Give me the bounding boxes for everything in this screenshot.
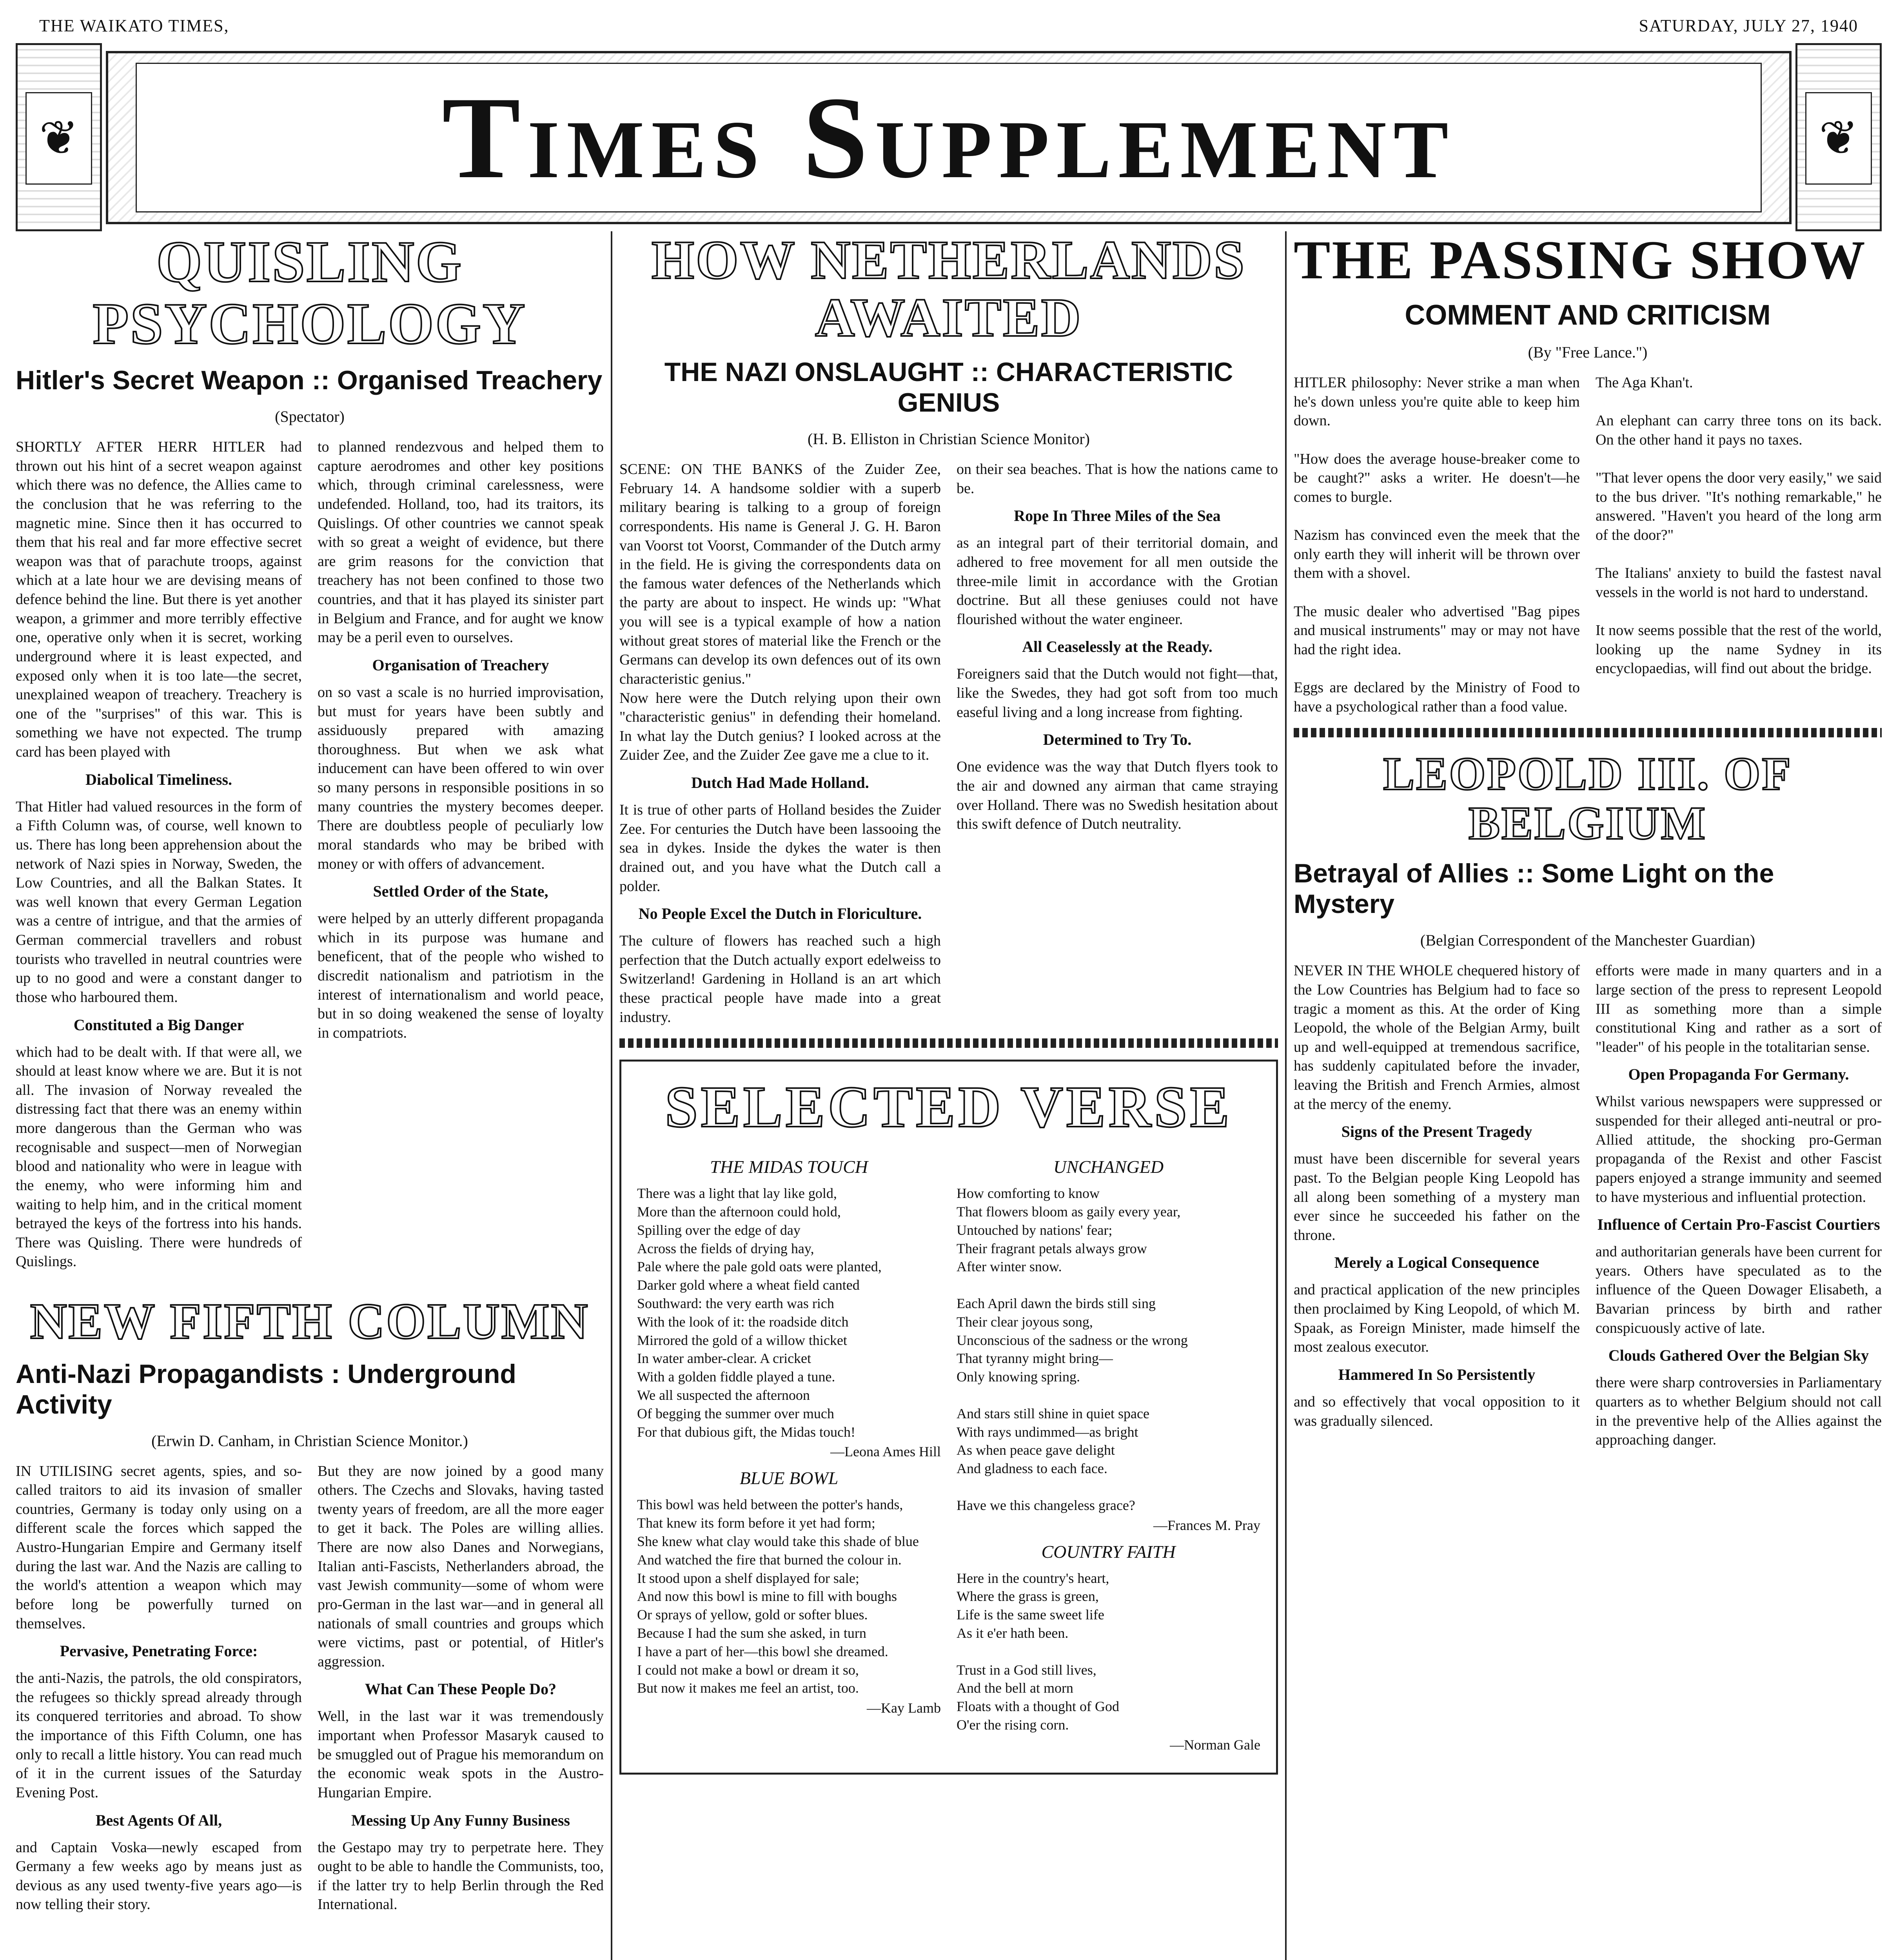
poem-text: There was a light that lay like gold, More than the afternoon could hold, Spilling over the edge of day Across the fields of drying hay, Pale where the pale gold oats were planted, Darker gold where a wheat field canted Southward: the very earth was rich With the look of it: the roadside ditch Mirrored the gold of a willow thicket In water amber-clear. A cricket With a golden fiddle played a tune. We all suspected the afternoon Of begging the summer over much For that dubious gift, the Midas touch!	[637, 1185, 882, 1440]
scroll-ornament-left	[16, 43, 102, 231]
masthead-inner	[136, 63, 1762, 212]
section-heading: Diabolical Timeliness.	[85, 770, 232, 788]
column-divider	[611, 231, 612, 1960]
netherlands-headline: HOW NETHERLANDS AWAITED	[651, 231, 1246, 348]
article-text: and Captain Voska—newly escaped from Germany a few weeks ago by means just as devious as any used twenty-five years ago—is now telling their story.	[16, 1839, 302, 1913]
article-text: on so vast a scale is no hurried improvisation, but must for years have been subtly and assiduously prepared with amazing thoroughness. But when we ask what inducement can have been offered to win over so many persons in responsible positions in so many countries the mystery becomes deeper. There are doubtless people of peculiarly low moral standards who may be bribed with money or with offers of advancement.	[318, 684, 604, 872]
quisling-credit: (Spectator)	[275, 408, 345, 425]
article-text: One evidence was the way that Dutch flyers took to the air and downed any airman that came straying over Holland. There was no Swedish hesitation about this swift defence of Dutch neutrality.	[957, 759, 1278, 833]
poem-title: COUNTRY FAITH	[1041, 1541, 1176, 1562]
article-text: the Gestapo may try to perpetrate here. They ought to be able to handle the Communists, too, if the latter try to help Berlin through the Red International.	[318, 1839, 604, 1913]
article-text: and authoritarian generals have been current for years. Others have speculated as to the influence of the Queen Dowager Elisabeth, a Bavarian princess by birth and rather conspicuously active of late.	[1596, 1243, 1882, 1336]
section-heading: Dutch Had Made Holland.	[691, 774, 869, 791]
leopold-subhead: Betrayal of Allies :: Some Light on the Mystery	[1294, 858, 1774, 919]
poem-text: How comforting to know That flowers bloom as gaily every year, Untouched by nations' fear; Their fragrant petals always grow After winter snow. Each April dawn the birds still sing Their clear joyous song, Unconscious of the sadness or the wrong That tyranny might bring— Only knowing spring. And stars still shine in quiet space With rays undimmed—as bright As when peace gave delight And gladness to each face. Have we this changeless grace?	[957, 1185, 1188, 1513]
poem-text: This bowl was held between the potter's hands, That knew its form before it yet had form; She knew what clay would take this shade of blue And watched the fire that burned the colour in. It stood upon a shelf displayed for sale; And now this bowl is mine to fill with boughs Or sprays of yellow, gold or softer blues. Because I had the sum she asked, in turn I have a part of her—this bowl she dreamed. I could not make a bowl or dream it so, But now it makes me feel an artist, too.	[637, 1497, 919, 1696]
masthead-title: Times Supplement	[442, 73, 1456, 203]
scroll-icon: ❦	[25, 92, 92, 185]
fifth-column-headline: NEW FIFTH COLUMN	[30, 1293, 590, 1350]
section-heading: Determined to Try To.	[1043, 731, 1192, 749]
scroll-ornament-right	[1795, 43, 1882, 231]
section-heading: Hammered In So Persistently	[1338, 1365, 1536, 1383]
article-text: there were sharp controversies in Parliamentary quarters as to whether Belgium should not call in the preventive help of the Allies against the approaching danger.	[1596, 1374, 1882, 1448]
section-heading: Rope In Three Miles of the Sea	[1014, 507, 1221, 525]
poem-author: —Frances M. Pray	[1153, 1517, 1260, 1533]
netherlands-credit: (H. B. Elliston in Christian Science Monitor)	[808, 430, 1090, 448]
section-heading: Open Propaganda For Germany.	[1628, 1065, 1849, 1083]
article-text: SCENE: ON THE BANKS of the Zuider Zee, February 14. A handsome soldier with a superb military bearing is talking to a group of foreign correspondents. His name is General J. G. H. Baron van Voorst tot Voorst, Commander of the Dutch army in the field. He is giving the correspondents data on the famous water defences of the Netherlands which the party are about to inspect. He winds up: "What you will see is a typical example of how a nation without great stores of material like the French or the Germans can develop its own defences out of its own characteristic genius."	[619, 461, 941, 687]
article-text: must have been discernible for several years past. To the Belgian people King Leopold has all along been something of a mystery man ever since he succeeded his father on the throne.	[1294, 1151, 1580, 1243]
passing-show-headline: THE PASSING SHOW	[1294, 231, 1867, 290]
section-heading: Organisation of Treachery	[372, 656, 549, 674]
article-text: on their sea beaches. That is how the nations came to be.	[957, 461, 1278, 497]
section-heading: Messing Up Any Funny Business	[351, 1811, 570, 1829]
article-text: to planned rendezvous and helped them to capture aerodromes and other key positions which, through criminal carelessness, were undefended. Holland, too, had its traitors, its Quislings. Of other countries we cannot speak with so great a weight of evidence, but there are grim reasons for the conviction that treachery has not been confined to those two countries, and that it has played its sinister part in Belgium and France, and for aught we know may be a peril even to ourselves.	[318, 439, 604, 646]
fifth-column-subhead: Anti-Nazi Propagandists : Underground Activity	[16, 1359, 516, 1419]
netherlands-subhead: THE NAZI ONSLAUGHT :: CHARACTERISTIC GENIUS	[664, 357, 1233, 417]
article-text: SHORTLY AFTER HERR HITLER had thrown out his hint of a secret weapon against which there was no defence, the Allies came to the conclusion that he was referring to the magnetic mine. Since then it has occurred to them that his real and far more effective secret weapon was that of parachute troops, against which at a late hour we are devising means of defence behind the line. But there is yet another weapon, a grimmer and more terribly effective one, operative only when it is secret, working underground where it is least expected, and exposed only when it is too late—the secret, unexplained weapon of treachery. Treachery is one of the "surprises" of this war. This is something we have not expected. The trump card has been played with	[16, 439, 302, 760]
ornamental-divider	[1294, 728, 1882, 737]
fifth-column-credit: (Erwin D. Canham, in Christian Science Monitor.)	[151, 1432, 468, 1450]
section-heading: Clouds Gathered Over the Belgian Sky	[1608, 1347, 1869, 1365]
leopold-body	[1294, 961, 1882, 1450]
poem-title: BLUE BOWL	[739, 1468, 839, 1488]
left-column	[16, 231, 604, 1960]
passing-show-credit: (By "Free Lance.")	[1528, 343, 1648, 361]
poem-text: Here in the country's heart, Where the grass is green, Life is the same sweet life As it e'er hath been. Trust in a God still lives, And the bell at morn Floats with a thought of God O'er the rising corn.	[957, 1570, 1119, 1733]
article-text: were helped by an utterly different propaganda which in its purpose was humane and beneficent, that of the people who wished to discredit nationalism and patriotism in the interest of internationalism and world peace, but in so doing weakened the sense of loyalty in compatriots.	[318, 910, 604, 1041]
leopold-credit: (Belgian Correspondent of the Manchester Guardian)	[1420, 931, 1755, 949]
section-heading: Best Agents Of All,	[95, 1811, 222, 1829]
article-text: The Aga Khan't. An elephant can carry three tons on its back. On the other hand it pays no taxes. "That lever opens the door very easily," we said to the bus driver. "It's nothing remarkable," he answered. "Haven't you heard of the long arm of the door?" The Italians' anxiety to build the fastest naval vessels in the world is not hard to understand. It now seems possible that the rest of the world, looking up the name Sydney in its encyclopaedias, will find out about the bridge.	[1596, 374, 1882, 677]
right-column	[1294, 231, 1882, 1960]
paper-name: THE WAIKATO TIMES,	[39, 16, 229, 35]
section-heading: All Ceaselessly at the Ready.	[1022, 638, 1213, 656]
masthead	[106, 51, 1792, 224]
article-text: The culture of flowers has reached such a high perfection that the Dutch actually export edelweiss to Switzerland! Gardening in Holland is an art which these practical people have made into a great industry.	[619, 933, 941, 1025]
article-text: which had to be dealt with. If that were all, we should at least know where we are. But it is not all. The invasion of Norway revealed the distressing fact that there was an enemy within more dangerous than the German who was recognisable and suspect—men of Norwegian blood and nationality who were in league with the enemy, who were informing him and waiting to help him, and in the critical moment betrayed the keys of the fortress into his hands. There was Quisling. There were hundreds of Quislings.	[16, 1044, 302, 1270]
netherlands-body	[619, 460, 1278, 1027]
section-heading: Constituted a Big Danger	[73, 1016, 244, 1034]
poem-author: —Norman Gale	[1170, 1737, 1260, 1753]
section-heading: Pervasive, Penetrating Force:	[60, 1642, 258, 1660]
quisling-subhead: Hitler's Secret Weapon :: Organised Treachery	[16, 365, 603, 395]
poem-author: —Leona Ames Hill	[830, 1444, 941, 1460]
section-heading: No People Excel the Dutch in Floriculture.	[638, 905, 922, 923]
article-text: NEVER IN THE WHOLE chequered history of the Low Countries has Belgium had to face so tragic a moment as this. At the order of King Leopold, the whole of the Belgian Army, built up and well-equipped at tremendous sacrifice, has suddenly capitulated before the invader, leaving the British and French Armies, almost at the mercy of the enemy.	[1294, 962, 1580, 1112]
section-heading: Signs of the Present Tragedy	[1341, 1123, 1532, 1141]
verse-title: SELECTED VERSE	[665, 1074, 1233, 1140]
article-text: IN UTILISING secret agents, spies, and so-called traitors to aid its invasion of smaller countries, Germany is today only using on a different scale the forces which sapped the Austro-Hungarian Empire and Germany itself during the last war. And the Nazis are calling to the world's attention a weapon which may before long be powerfully turned on themselves.	[16, 1463, 302, 1632]
poem-title: THE MIDAS TOUCH	[710, 1157, 868, 1177]
article-text: and practical application of the new principles then proclaimed by King Leopold, of which M. Spaak, as Foreign Minister, made himself the most zealous executor.	[1294, 1281, 1580, 1356]
column-divider	[1285, 231, 1287, 1960]
article-text: But they are now joined by a good many others. The Czechs and Slovaks, having tasted twenty years of freedom, are all the more eager to get it back. The Poles are willing allies. There are now also Danes and Norwegians, Italian anti-Fascists, Netherlanders abroad, the vast Jewish community—some of whom were pro-German in the last war—and in general all nationals of small countries and groups which were victims, past or potential, of Hitler's aggression.	[318, 1463, 604, 1670]
ornamental-divider	[619, 1038, 1278, 1048]
section-heading: Influence of Certain Pro-Fascist Courtiers	[1597, 1216, 1880, 1234]
article-text: Whilst various newspapers were suppressed or suspended for their alleged anti-neutral or pro-Allied attitude, the shocking pro-German propaganda of the Rexist and other Fascist papers enjoyed a strange immunity and seemed to have mysterious and influential protection.	[1596, 1093, 1882, 1205]
poem-author: —Kay Lamb	[867, 1700, 941, 1716]
article-text: and so effectively that vocal opposition to it was gradually silenced.	[1294, 1393, 1580, 1429]
poem-title: UNCHANGED	[1053, 1157, 1164, 1177]
article-text: It is true of other parts of Holland besides the Zuider Zee. For centuries the Dutch have been lassooing the sea in dykes. Inside the dykes the water is then drained out, and you have what the Dutch call a polder.	[619, 802, 941, 895]
quisling-body	[16, 437, 604, 1271]
section-heading: Settled Order of the State,	[373, 882, 548, 900]
article-text: as an integral part of their territorial domain, and adhered to free movement for all men outside the three-mile limit in accordance with the Grotian doctrine. But all these geniuses could not have flourished without the water engineer.	[957, 535, 1278, 628]
fifth-column-body	[16, 1462, 604, 1915]
section-heading: What Can These People Do?	[365, 1680, 557, 1698]
selected-verse-box	[619, 1060, 1278, 1775]
scroll-icon: ❦	[1805, 92, 1872, 185]
section-heading: Merely a Logical Consequence	[1334, 1254, 1539, 1272]
article-text: Foreigners said that the Dutch would not fight—that, like the Swedes, they had got soft from too much easeful living and a long increase from fighting.	[957, 666, 1278, 720]
leopold-headline: LEOPOLD III. OF BELGIUM	[1383, 748, 1792, 849]
passing-show-subhead: COMMENT AND CRITICISM	[1405, 299, 1771, 331]
passing-show-body	[1294, 373, 1882, 716]
article-text: Now here were the Dutch relying upon their own "characteristic genius" in defending their homeland. In what lay the Dutch genius? I looked across at the Zuider Zee, and the Zuider Zee gave me a clue to it.	[619, 690, 941, 764]
article-text: That Hitler had valued resources in the form of a Fifth Column was, of course, well known to us. There has long been apprehension about the network of Nazi spies in Norway, Sweden, the Low Countries, and all the Balkan States. It was well known that every German Legation was a centre of intrigue, and that the armies of German commercial travellers and robust tourists who travelled in neutral countries were up to no good and were a constant danger to those who harboured them.	[16, 798, 302, 1005]
issue-date: SATURDAY, JULY 27, 1940	[1639, 16, 1858, 35]
article-text: the anti-Nazis, the patrols, the old conspirators, the refugees so thickly spread already through its conquered territories and abroad. To show the importance of this Fifth Column, one has only to recall a little history. You can read much of it in the current issues of the Saturday Evening Post.	[16, 1670, 302, 1801]
article-text: Well, in the last war it was tremendously important when Professor Masaryk caused to be smuggled out of Prague his memorandum on the economic weak spots in the Austro-Hungarian Empire.	[318, 1708, 604, 1801]
article-text: efforts were made in many quarters and in a large section of the press to represent Leopold III as something more than a simple constitutional King and rather as a sort of "leader" of his people in the totalitarian sense.	[1596, 962, 1882, 1055]
quisling-headline: QUISLING PSYCHOLOGY	[93, 231, 527, 356]
verse-columns	[637, 1149, 1260, 1761]
newspaper-page	[16, 8, 1882, 1960]
center-column	[619, 231, 1278, 1960]
top-line	[39, 16, 1858, 43]
article-text: HITLER philosophy: Never strike a man when he's down unless you're quite able to keep him down. "How does the average house-breaker come to be caught?" asks a writer. He doesn't—he comes to burgle. Nazism has convinced even the meek that the only earth they will inherit will be thrown over them with a shovel. The music dealer who advertised "Bag pipes and musical instruments" may or may not have had the right idea. Eggs are declared by the Ministry of Food to have a psychological rather than a food value.	[1294, 374, 1580, 715]
